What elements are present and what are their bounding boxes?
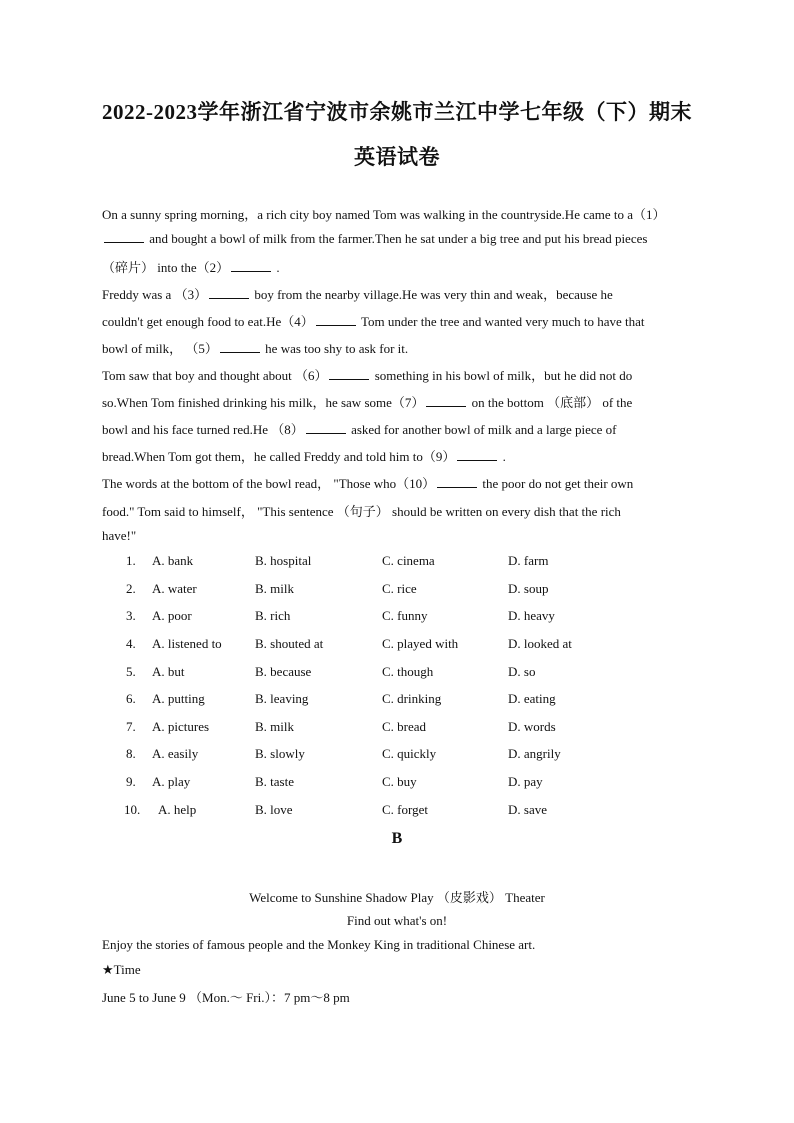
passage-line	[102, 501, 621, 520]
option-a: A. but	[152, 664, 185, 679]
section-b-heading: B	[391, 830, 403, 847]
option-c: C. rice	[382, 581, 417, 596]
option-d: D. looked at	[508, 636, 572, 651]
passage-text: bread.When Tom got them，he called Freddy and told him to（9）	[102, 449, 456, 464]
passage-text: Freddy was a （3）	[102, 287, 208, 302]
passage-line	[102, 419, 617, 438]
answer-blank	[306, 422, 346, 434]
question-row	[102, 802, 662, 820]
option-c: C. bread	[382, 719, 427, 734]
enjoy-line: Enjoy the stories of famous people and the Monkey King in traditional Chinese art.	[102, 937, 536, 952]
passage-text: .	[273, 260, 280, 275]
passage-text: Tom saw that boy and thought about （6）	[102, 368, 328, 383]
page-subtitle: 英语试卷	[354, 145, 440, 169]
option-d: D. heavy	[508, 608, 555, 623]
answer-blank	[209, 287, 249, 299]
passage-text: he was too shy to ask for it.	[261, 341, 409, 356]
option-b: B. slowly	[255, 746, 305, 761]
option-a: A. water	[152, 581, 197, 596]
option-a: A. play	[152, 774, 191, 789]
option-a: A. putting	[152, 691, 205, 706]
theater-welcome: Welcome to Sunshine Shadow Play （皮影戏） Theater	[249, 890, 545, 905]
question-row	[102, 608, 662, 626]
option-d: D. so	[508, 664, 536, 679]
option-b: B. rich	[255, 608, 291, 623]
passage-line	[102, 257, 280, 276]
passage-text: Tom under the tree and wanted very much to have that	[357, 314, 645, 329]
option-c: C. drinking	[382, 691, 442, 706]
passage-text: and bought a bowl of milk from the farmer.Then he sat under a big tree and put his bread pieces	[146, 231, 648, 246]
question-row	[102, 636, 662, 654]
option-c: C. funny	[382, 608, 428, 623]
passage-text: asked for another bowl of milk and a large piece of	[347, 422, 617, 437]
answer-blank	[329, 368, 369, 380]
option-b: B. leaving	[255, 691, 309, 706]
passage-text: bowl of milk， （5）	[102, 341, 218, 356]
passage-text: something in his bowl of milk，but he did not do	[371, 368, 633, 383]
question-row	[102, 553, 662, 571]
passage-text: food." Tom said to himself， "This sentence （句子） should be written on every dish that the rich	[102, 504, 621, 519]
question-number: 10.	[124, 802, 141, 817]
option-d: D. farm	[508, 553, 549, 568]
passage-text: bowl and his face turned red.He （8）	[102, 422, 304, 437]
passage-line	[102, 338, 408, 357]
passage-line	[102, 204, 666, 223]
passage-line	[102, 365, 632, 384]
option-b: B. shouted at	[255, 636, 324, 651]
passage-line	[102, 231, 647, 247]
passage-line	[102, 311, 645, 330]
option-d: D. angrily	[508, 746, 561, 761]
question-number: 7.	[126, 719, 136, 734]
option-b: B. hospital	[255, 553, 312, 568]
time-label: ★Time	[102, 962, 141, 977]
option-d: D. eating	[508, 691, 556, 706]
option-c: C. cinema	[382, 553, 435, 568]
passage-line	[102, 528, 136, 544]
question-number: 4.	[126, 636, 136, 651]
question-row	[102, 581, 662, 599]
option-c: C. though	[382, 664, 434, 679]
option-b: B. milk	[255, 581, 295, 596]
option-a: A. help	[158, 802, 197, 817]
question-number: 9.	[126, 774, 136, 789]
option-d: D. pay	[508, 774, 543, 789]
option-b: B. taste	[255, 774, 294, 789]
question-number: 6.	[126, 691, 136, 706]
passage-line	[102, 392, 632, 411]
passage-text: .	[499, 449, 506, 464]
option-a: A. poor	[152, 608, 192, 623]
option-a: A. easily	[152, 746, 199, 761]
option-c: C. forget	[382, 802, 428, 817]
passage-text: boy from the nearby village.He was very thin and weak，because he	[251, 287, 613, 302]
answer-blank	[231, 260, 271, 272]
question-number: 8.	[126, 746, 136, 761]
passage-text: have!"	[102, 528, 137, 543]
answer-blank	[437, 476, 477, 488]
option-a: A. pictures	[152, 719, 210, 734]
passage-line	[102, 284, 613, 303]
answer-blank	[220, 341, 260, 353]
question-row	[102, 691, 662, 709]
option-d: D. soup	[508, 581, 549, 596]
option-b: B. love	[255, 802, 293, 817]
passage-text: on the bottom （底部） of the	[468, 395, 633, 410]
question-number: 5.	[126, 664, 136, 679]
question-row	[102, 774, 662, 792]
passage-text: the poor do not get their own	[479, 476, 634, 491]
passage-text: On a sunny spring morning，a rich city boy named Tom was walking in the countryside.He came to a（1）	[102, 207, 666, 222]
option-c: C. quickly	[382, 746, 437, 761]
passage-text: so.When Tom finished drinking his milk，he saw some（7）	[102, 395, 425, 410]
answer-blank	[316, 314, 356, 326]
question-row	[102, 719, 662, 737]
option-c: C. played with	[382, 636, 459, 651]
option-c: C. buy	[382, 774, 417, 789]
answer-blank	[426, 395, 466, 407]
option-d: D. words	[508, 719, 556, 734]
option-d: D. save	[508, 802, 547, 817]
passage-text: （碎片） into the（2）	[102, 260, 230, 275]
question-row	[102, 664, 662, 682]
page-title: 2022-2023学年浙江省宁波市余姚市兰江中学七年级（下）期末	[102, 100, 692, 124]
option-a: A. listened to	[152, 636, 222, 651]
find-out-line: Find out what's on!	[346, 913, 448, 928]
passage-line	[102, 446, 506, 465]
question-number: 3.	[126, 608, 136, 623]
passage-text: couldn't get enough food to eat.He（4）	[102, 314, 314, 329]
question-number: 1.	[126, 553, 136, 568]
passage-line	[102, 473, 633, 492]
answer-blank	[457, 449, 497, 461]
option-b: B. because	[255, 664, 312, 679]
question-row	[102, 746, 662, 764]
answer-blank	[104, 231, 144, 243]
option-a: A. bank	[152, 553, 194, 568]
passage-text: The words at the bottom of the bowl read， "Those who（10）	[102, 476, 436, 491]
option-b: B. milk	[255, 719, 295, 734]
question-number: 2.	[126, 581, 136, 596]
time-value: June 5 to June 9 （Mon.～ Fri.）：7 pm～8 pm	[102, 990, 350, 1005]
